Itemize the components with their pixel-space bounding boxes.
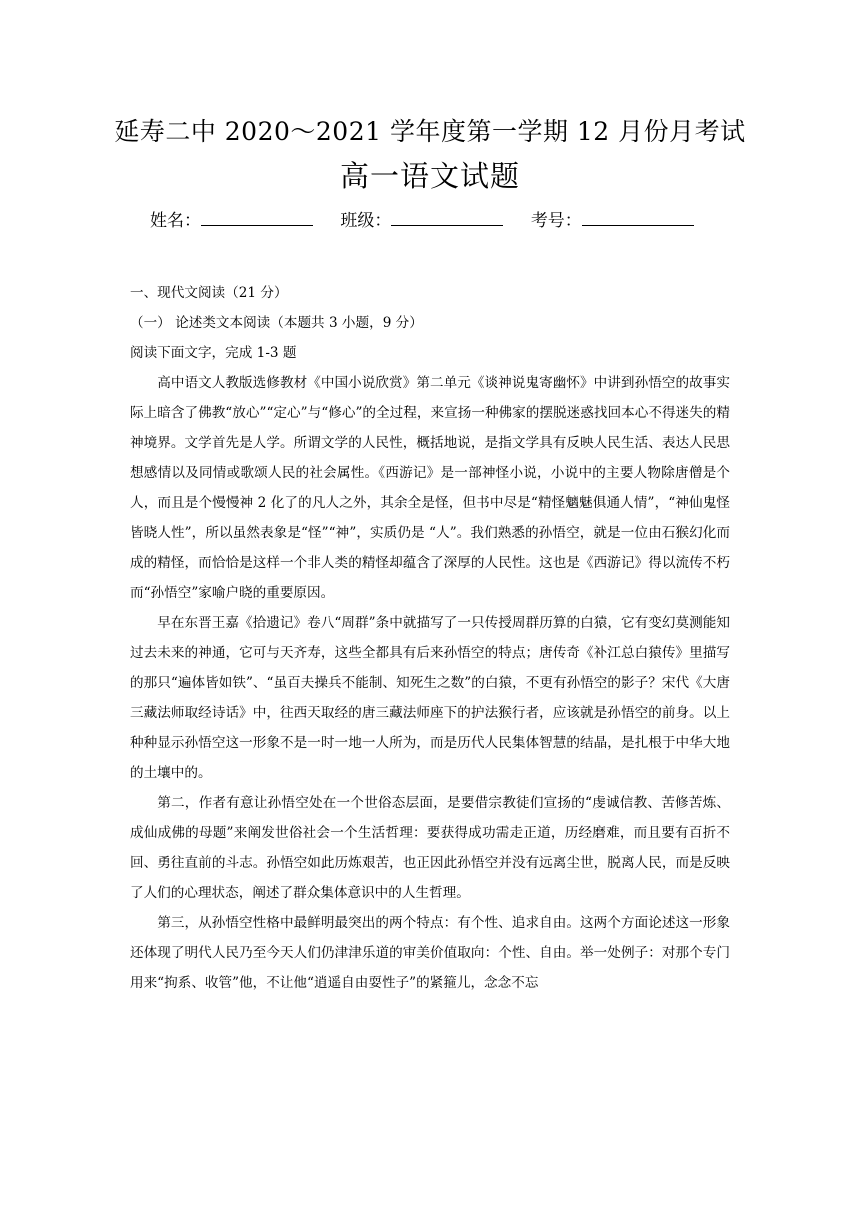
number-label: 考号： xyxy=(530,211,582,231)
student-info-row xyxy=(150,206,770,231)
section-subheading: （一） 论述类文本阅读（本题共 3 小题，9 分） xyxy=(130,315,423,331)
class-label: 班级： xyxy=(340,211,392,231)
name-field xyxy=(150,206,313,231)
name-label: 姓名： xyxy=(150,211,201,231)
section-instruction: 阅读下面文字，完成 1-3 题 xyxy=(130,345,297,361)
name-blank xyxy=(201,211,313,226)
class-field xyxy=(340,206,503,231)
paragraph-1: 高中语文人教版选修教材《中国小说欣赏》第二单元《谈神说鬼寄幽怀》中讲到孙悟空的故事实际上暗含了佛教“放心”“定心”与“修心”的全过程，来宣扬一种佛家的摆脱迷惑找回本心不得迷失的精神境界。文学首先是人学。所谓文学的人民性，概括地说，是指文学具有反映人民生活、表达人民思想感情以及同情或歌颂人民的社会属性。《西游记》是一部神怪小说，小说中的主要人物除唐僧是个人，而且是个慢慢神 2 化了的凡人之外，其余全是怪，但书中尽是“精怪魑魅俱通人情”，“神仙鬼怪皆晓人性”，所以虽然表象是“怪”“神”，实质仍是 “人”。我们熟悉的孙悟空，就是一位由石猴幻化而成的精怪，而恰恰是这样一个非人类的精怪却蕴含了深厚的人民性。这也是《西游记》得以流传不朽而“孙悟空”家喻户晓的重要原因。 xyxy=(130,375,730,601)
paragraph-2: 早在东晋王嘉《拾遗记》卷八“周群”条中就描写了一只传授周群历算的白猿，它有变幻莫测能知过去未来的神通，它可与天齐寿，这些全都具有后来孙悟空的特点；唐传奇《补江总白猿传》里描写的那只“遍体皆如铁”、“虽百夫操兵不能制、知死生之数”的白猿，不更有孙悟空的影子？宋代《大唐三藏法师取经诗话》中，往西天取经的唐三藏法师座下的护法猴行者，应该就是孙悟空的前身。以上种种显示孙悟空这一形象不是一时一地一人所为，而是历代人民集体智慧的结晶，是扎根于中华大地的土壤中的。 xyxy=(130,615,730,781)
paragraph-4: 第三，从孙悟空性格中最鲜明最突出的两个特点：有个性、追求自由。这两个方面论述这一形象还体现了明代人民乃至今天人们仍津津乐道的审美价值取向：个性、自由。举一处例子：对那个专门用来“拘系、收管”他，不让他“逍遥自由耍性子”的紧箍儿，念念不忘 xyxy=(130,915,730,991)
number-field xyxy=(531,206,694,231)
paragraph-3: 第二，作者有意让孙悟空处在一个世俗态层面，是要借宗教徒们宣扬的“虔诚信教、苦修苦炼、成仙成佛的母题”来阐发世俗社会一个生活哲理：要获得成功需走正道，历经磨难，而且要有百折不回、勇往直前的斗志。孙悟空如此历炼艰苦，也正因此孙悟空并没有远离尘世，脱离人民，而是反映了人们的心理状态，阐述了群众集体意识中的人生哲理。 xyxy=(130,795,730,901)
subject-title: 高一语文试题 xyxy=(339,159,520,193)
exam-title: 延寿二中 2020～2021 学年度第一学期 12 月份月考试 xyxy=(114,117,746,146)
reading-section xyxy=(130,278,730,998)
section-heading: 一、现代文阅读（21 分） xyxy=(130,285,288,301)
class-blank xyxy=(391,211,503,226)
number-blank xyxy=(582,211,694,226)
